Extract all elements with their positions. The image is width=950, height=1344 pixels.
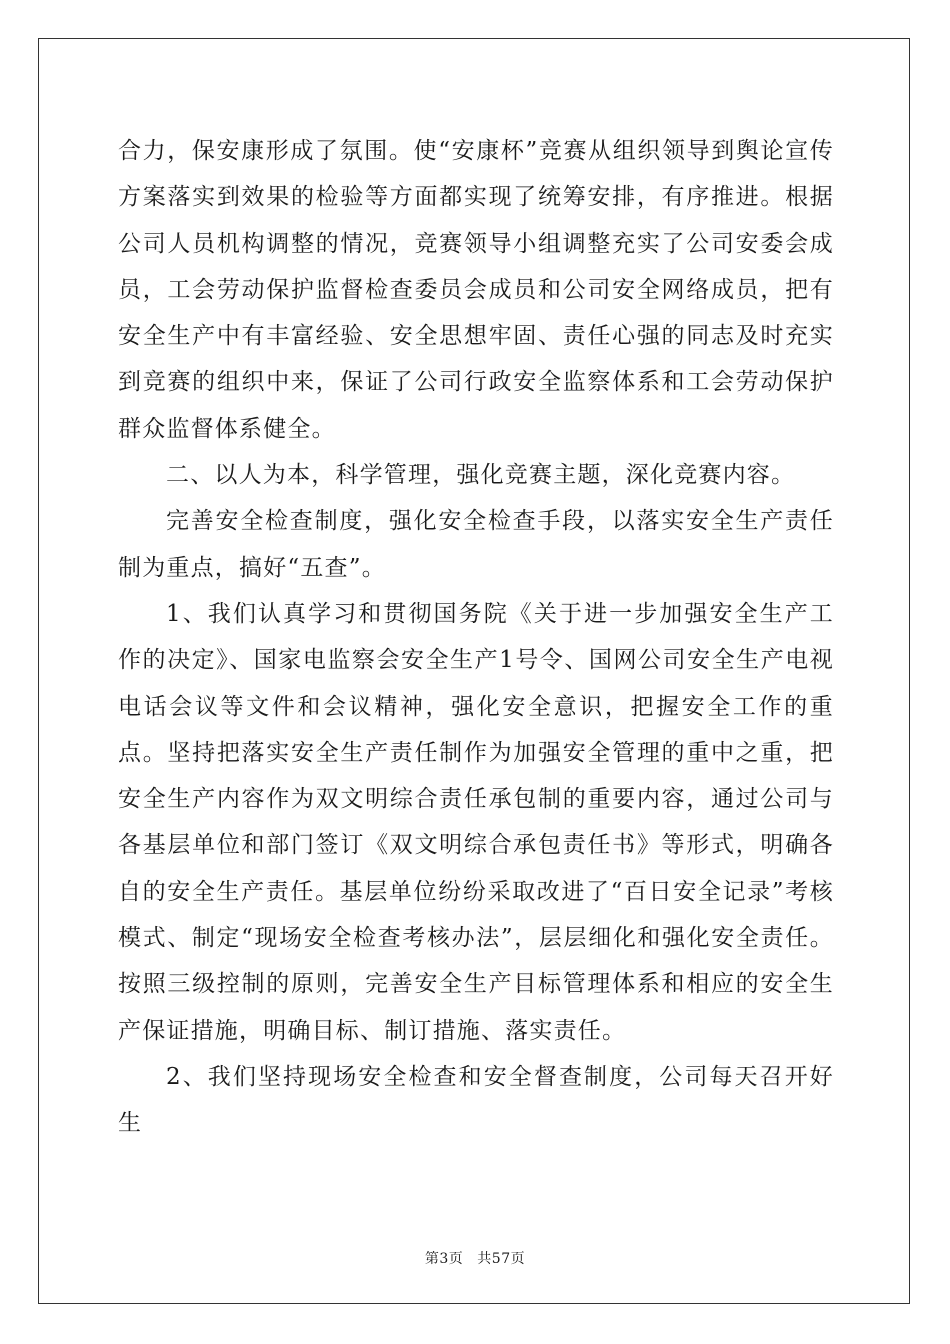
paragraph-3: 完善安全检查制度，强化安全检查手段，以落实安全生产责任制为重点，搞好“五查”。 bbox=[118, 508, 834, 581]
total-pages: 共57页 bbox=[477, 1251, 526, 1267]
page-number: 第3页 bbox=[424, 1251, 464, 1267]
paragraph-4: 1、我们认真学习和贯彻国务院《关于进一步加强安全生产工作的决定》、国家电监察会安全生产1号令、国网公司安全生产电视电话会议等文件和会议精神，强化安全意识，把握安全工作的重点。坚持把落实安全生产责任制作为加强安全管理的重中之重，把安全生产内容作为双文明综合责任承包制的重要内容，通过公司与各基层单位和部门签订《双文明综合承包责任书》等形式，明确各自的安全生产责任。基层单位纷纷采取改进了“百日安全记录”考核模式、制定“现场安全检查考核办法”，层层细化和强化安全责任。按照三级控制的原则，完善安全生产目标管理体系和相应的安全生产保证措施，明确目标、制订措施、落实责任。 bbox=[118, 600, 834, 1044]
paragraph-5: 2、我们坚持现场安全检查和安全督查制度，公司每天召开好生 bbox=[118, 1063, 834, 1137]
paragraph-1: 合力，保安康形成了氛围。使“安康杯”竞赛从组织领导到舆论宣传方案落实到效果的检验等方面都实现了统筹安排，有序推进。根据公司人员机构调整的情况，竞赛领导小组调整充实了公司安委会成员，工会劳动保护监督检查委员会成员和公司安全网络成员，把有安全生产中有丰富经验、安全思想牢固、责任心强的同志及时充实到竞赛的组织中来，保证了公司行政安全监察体系和工会劳动保护群众监督体系健全。 bbox=[118, 138, 834, 442]
paragraph-2: 二、以人为本，科学管理，强化竞赛主题，深化竞赛内容。 bbox=[166, 462, 796, 489]
document-body bbox=[118, 128, 834, 1147]
page-footer bbox=[0, 1248, 950, 1268]
